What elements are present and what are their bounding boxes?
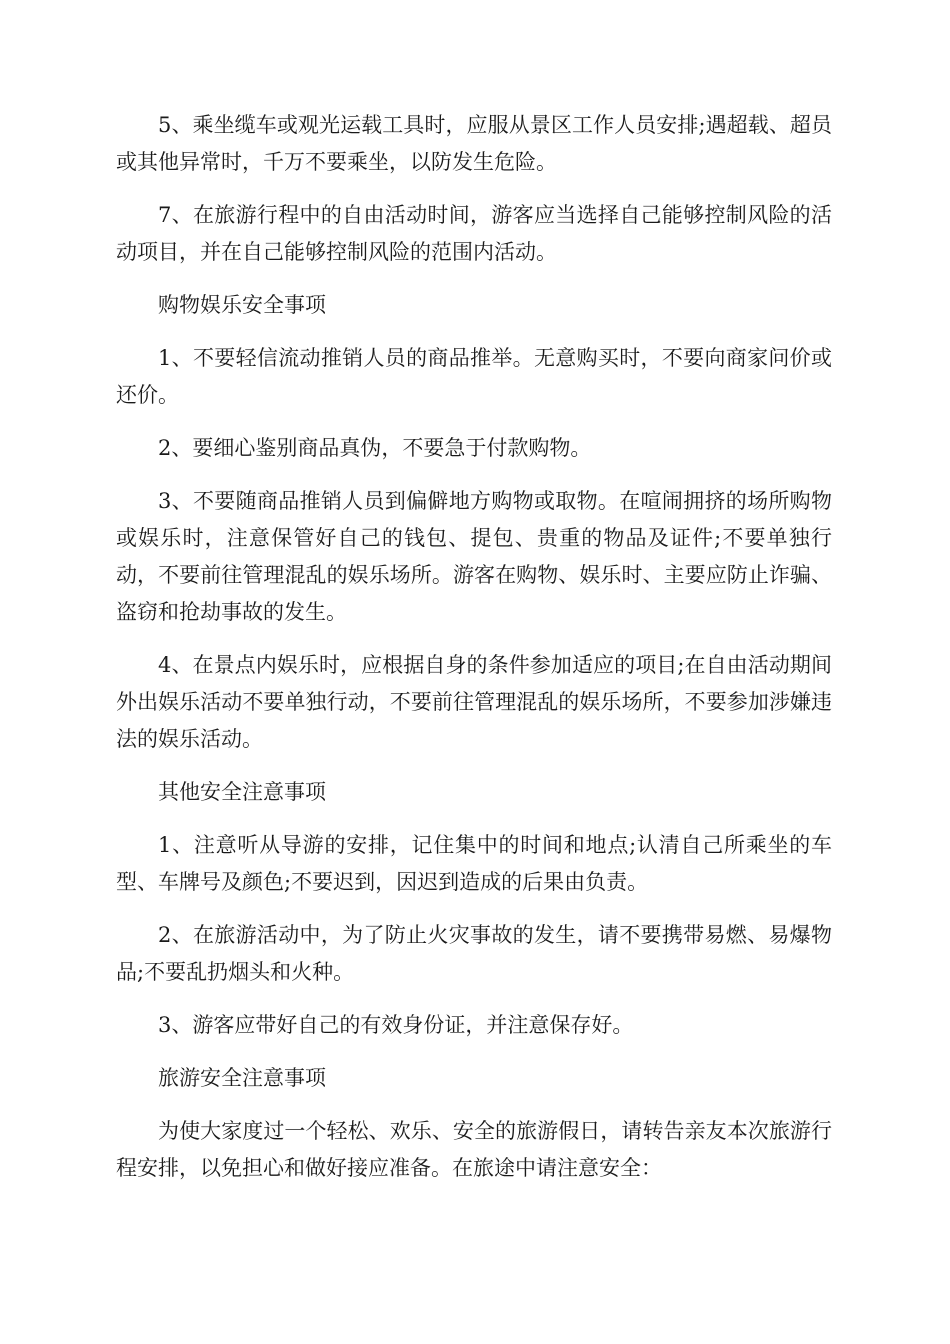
paragraph-free-activity: 7、在旅游行程中的自由活动时间，游客应当选择自己能够控制风险的活动项目，并在自己能够控制风险的范围内活动。 (116, 203, 832, 264)
paragraph-other-2: 2、在旅游活动中，为了防止火灾事故的发生，请不要携带易燃、易爆物品;不要乱扔烟头和火种。 (116, 923, 832, 984)
paragraph-other-1: 1、注意听从导游的安排，记住集中的时间和地点;认清自己所乘坐的车型、车牌号及颜色;不要迟到，因迟到造成的后果由负责。 (116, 833, 832, 894)
paragraph-other-3: 3、游客应带好自己的有效身份证，并注意保存好。 (158, 1013, 634, 1037)
document-body (116, 107, 832, 1203)
paragraph-cable-car: 5、乘坐缆车或观光运载工具时，应服从景区工作人员安排;遇超载、超员或其他异常时，千万不要乘坐，以防发生危险。 (116, 113, 832, 174)
paragraph-shopping-1: 1、不要轻信流动推销人员的商品推举。无意购买时，不要向商家问价或还价。 (116, 346, 832, 407)
paragraph-travel-intro: 为使大家度过一个轻松、欢乐、安全的旅游假日，请转告亲友本次旅游行程安排，以免担心和做好接应准备。在旅途中请注意安全： (116, 1119, 832, 1180)
section-heading-travel-safety: 旅游安全注意事项 (158, 1066, 326, 1090)
paragraph-shopping-4: 4、在景点内娱乐时，应根据自身的条件参加适应的项目;在自由活动期间外出娱乐活动不要单独行动，不要前往管理混乱的娱乐场所，不要参加涉嫌违法的娱乐活动。 (116, 653, 832, 751)
paragraph-shopping-3: 3、不要随商品推销人员到偏僻地方购物或取物。在喧闹拥挤的场所购物或娱乐时，注意保管好自己的钱包、提包、贵重的物品及证件;不要单独行动，不要前往管理混乱的娱乐场所。游客在购物、娱乐时、主要应防止诈骗、盗窃和抢劫事故的发生。 (116, 489, 832, 624)
paragraph-shopping-2: 2、要细心鉴别商品真伪，不要急于付款购物。 (158, 436, 592, 460)
section-heading-other: 其他安全注意事项 (158, 780, 326, 804)
section-heading-shopping: 购物娱乐安全事项 (158, 293, 326, 317)
